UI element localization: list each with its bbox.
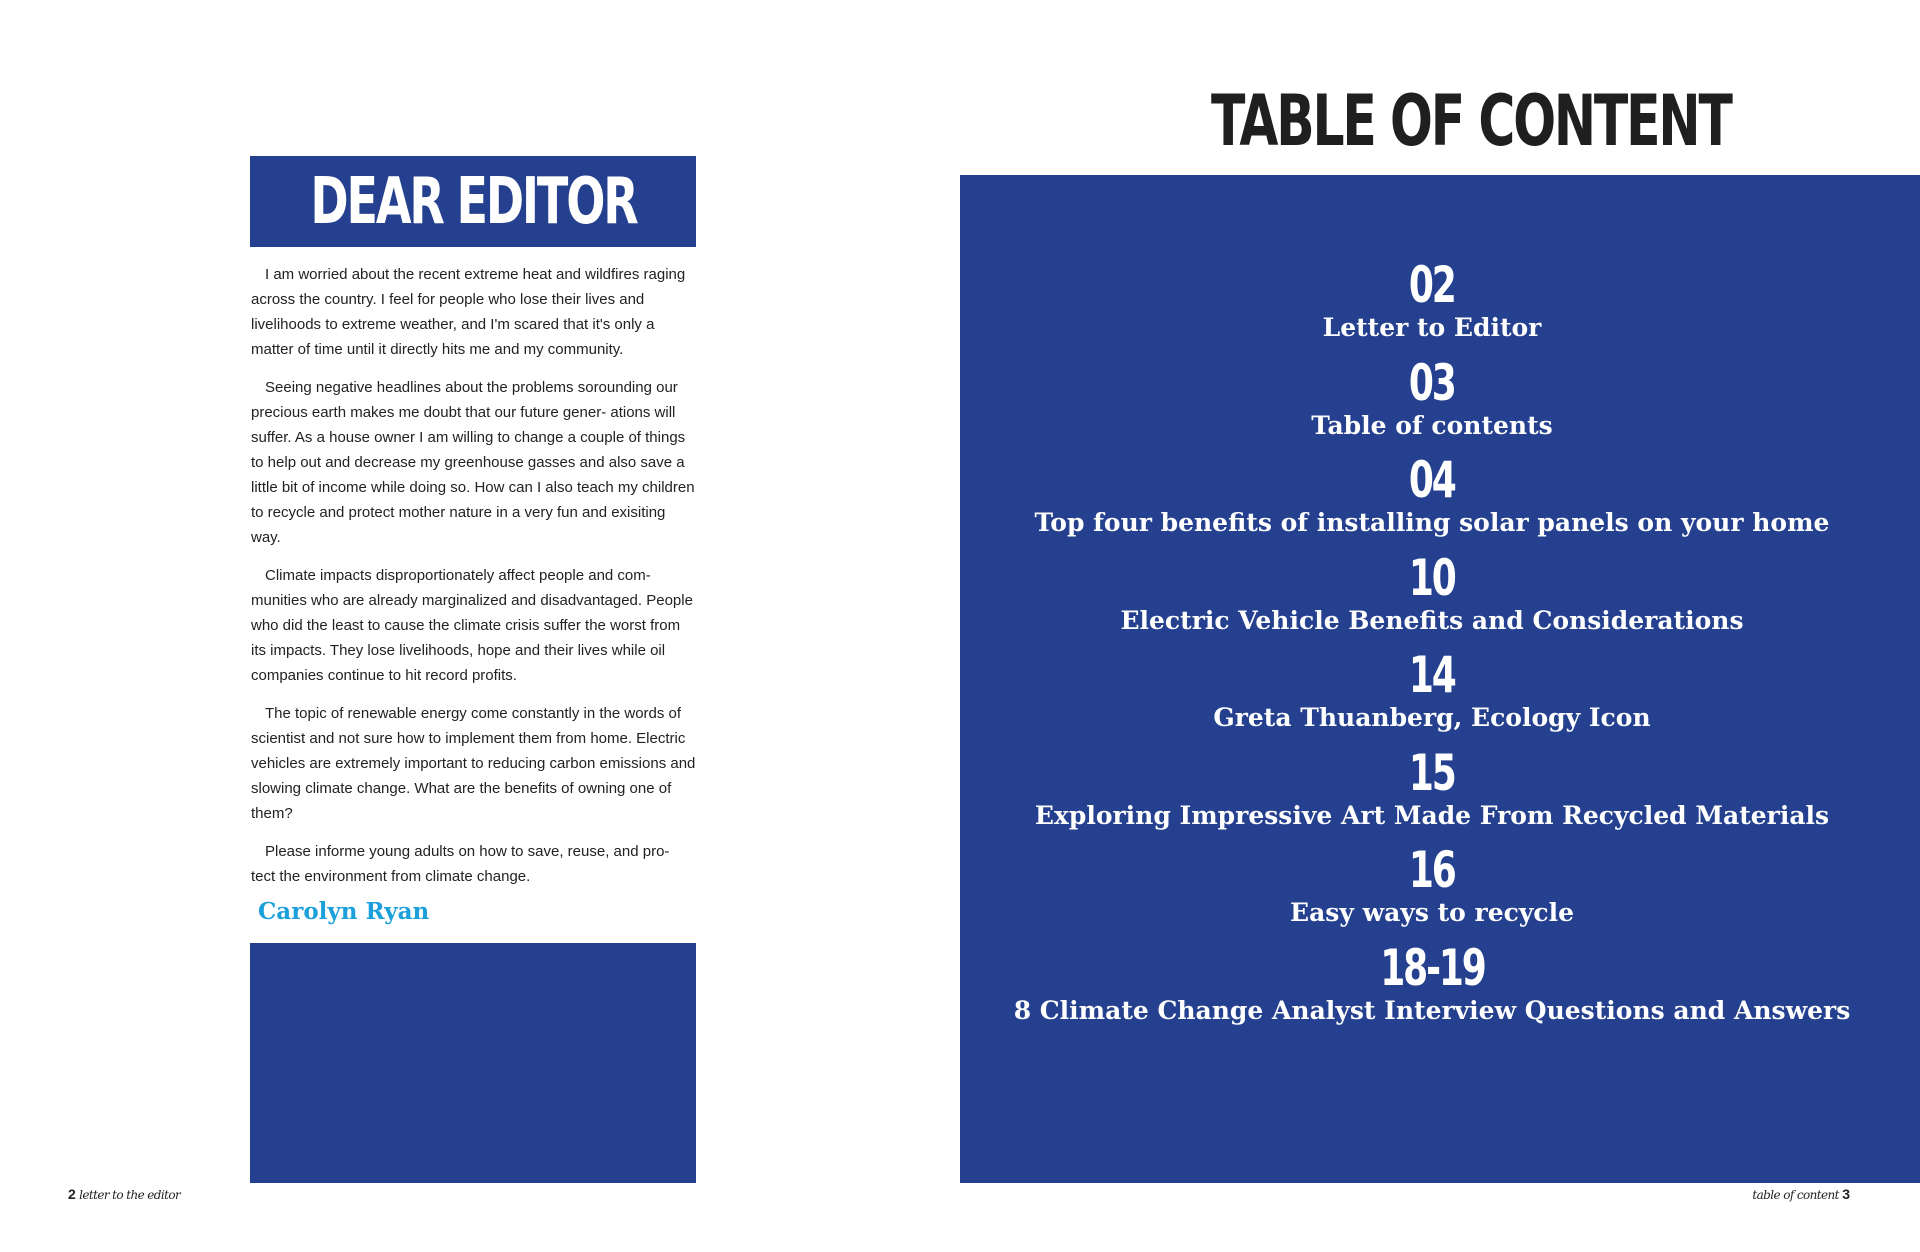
toc-entry-title: Easy ways to recycle	[1290, 898, 1574, 927]
toc-page-number: 16	[1409, 841, 1455, 899]
image-placeholder-block	[250, 943, 696, 1183]
toc-item[interactable]	[960, 353, 1904, 456]
dear-editor-banner	[250, 156, 696, 247]
left-section-label: letter to the editor	[79, 1188, 181, 1202]
left-folio	[68, 1186, 180, 1202]
letter-paragraph: The topic of renewable energy come constantly in the words of scientist and not sure how to implement them from home. Electric vehicles are extremely important to reducing carbon emissions and slowing climate change. What are the benefits of owning one of them?	[251, 705, 696, 822]
right-page-number: 3	[1842, 1186, 1850, 1202]
toc-item[interactable]	[960, 841, 1904, 943]
toc-page-number: 03	[1409, 353, 1455, 412]
toc-page-number: 18-19	[1379, 938, 1485, 997]
right-folio	[1752, 1186, 1850, 1202]
dear-editor-heading: DEAR EDITOR	[309, 164, 637, 239]
toc-item[interactable]	[960, 743, 1904, 846]
toc-heading-text: TABLE OF CONTENT	[1211, 80, 1731, 162]
letter-signature: Carolyn Ryan	[258, 898, 430, 925]
toc-entry-title: Letter to Editor	[1322, 313, 1542, 342]
toc-entry-title: Table of contents	[1311, 410, 1553, 440]
toc-page-number: 15	[1409, 743, 1455, 802]
toc-page-number: 10	[1409, 548, 1455, 607]
toc-list	[960, 256, 1904, 1040]
toc-entry-title: Exploring Impressive Art Made From Recycled Materials	[1034, 800, 1830, 830]
letter-paragraph: Seeing negative headlines about the problems sorounding our precious earth makes me doubt that our future gener- ations will suffer. As a house owner I am willing to change a couple of things to help out and decrease my greenhouse gasses and also save a little bit of income while doing so. How can I also teach my children to recycle and protect mother nature in a very fun and exisiting way.	[251, 379, 695, 546]
toc-item[interactable]	[960, 548, 1904, 651]
toc-page-number: 04	[1409, 451, 1455, 509]
toc-entry-title: Electric Vehicle Benefits and Considerations	[1120, 605, 1744, 635]
toc-page-number: 14	[1409, 646, 1455, 704]
toc-item[interactable]	[960, 938, 1904, 1041]
toc-panel	[960, 175, 1920, 1183]
letter-paragraph: Please informe young adults on how to save, reuse, and pro- tect the environment from climate change.	[251, 843, 670, 885]
toc-page-number: 02	[1409, 256, 1455, 314]
toc-heading	[1110, 80, 1750, 162]
letter-paragraph: Climate impacts disproportionately affect people and com- munities who are already marginalized and disadvantaged. People who did the least to cause the climate crisis suffer the worst from its impacts. They lose livelihoods, hope and their lives while oil companies continue to hit record profits.	[251, 567, 693, 684]
right-section-label: table of content	[1752, 1188, 1839, 1202]
left-page-number: 2	[68, 1186, 76, 1202]
letter-paragraph: I am worried about the recent extreme heat and wildfires raging across the country. I feel for people who lose their lives and livelihoods to extreme weather, and I'm scared that it's only a matter of time until it directly hits me and my community.	[251, 266, 686, 358]
toc-item[interactable]	[960, 646, 1904, 748]
toc-entry-title: Greta Thuanberg, Ecology Icon	[1213, 703, 1651, 732]
toc-entry-title: Top four benefits of installing solar panels on your home	[1034, 508, 1830, 537]
toc-item[interactable]	[960, 451, 1904, 553]
toc-item[interactable]	[960, 256, 1904, 358]
letter-body	[251, 262, 697, 902]
toc-entry-title: 8 Climate Change Analyst Interview Questions and Answers	[1013, 995, 1851, 1025]
